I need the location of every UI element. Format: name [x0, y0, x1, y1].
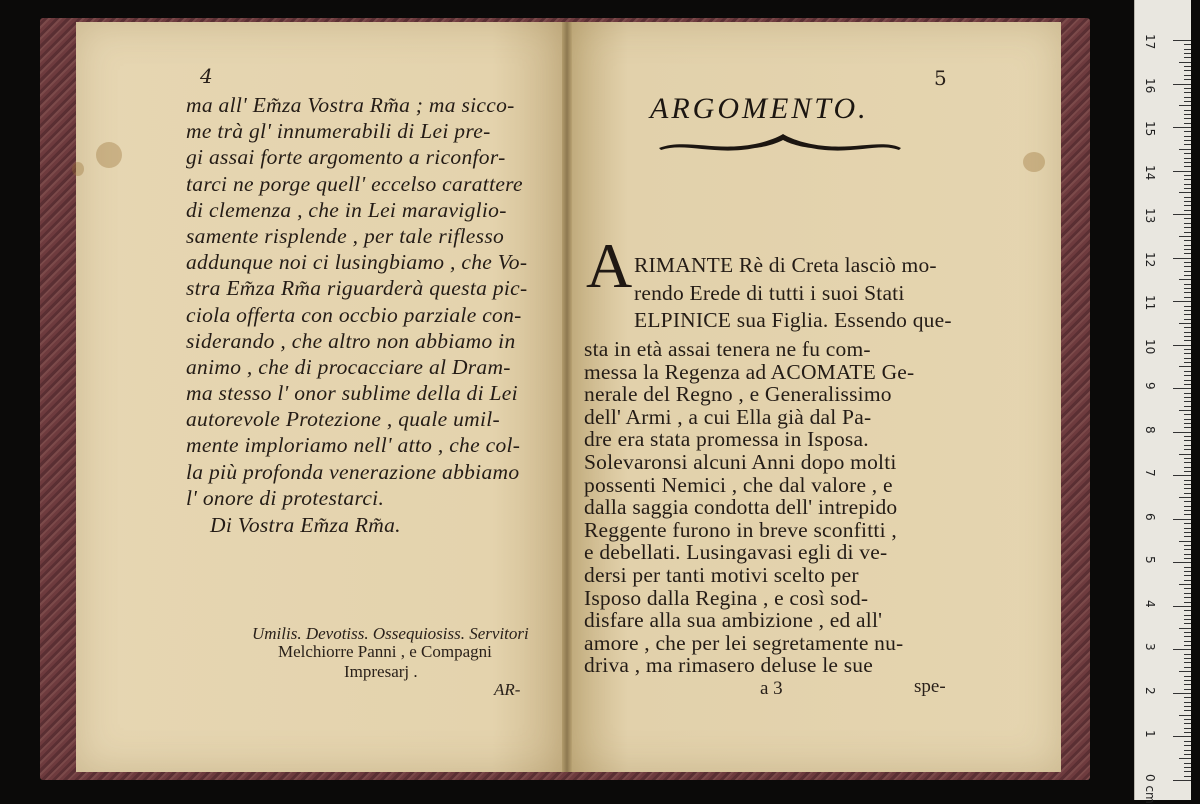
- ruler-tick: [1184, 445, 1191, 446]
- argomento-title: ARGOMENTO.: [650, 92, 869, 125]
- ruler-tick: [1184, 380, 1191, 381]
- ruler-tick: [1184, 419, 1191, 420]
- ruler-number: 1: [1143, 730, 1157, 739]
- ruler-tick: [1184, 763, 1191, 764]
- signature-line-1: Umilis. Devotiss. Ossequiosiss. Servitori: [252, 624, 529, 643]
- ruler-tick: [1184, 57, 1191, 58]
- ruler-tick: [1184, 292, 1191, 293]
- ruler-number: 0 cm: [1143, 774, 1157, 804]
- ruler-tick: [1184, 484, 1191, 485]
- right-page-number: 5: [934, 66, 947, 90]
- ruler-tick: [1184, 680, 1191, 681]
- ruler-tick: [1173, 432, 1191, 433]
- ruler-tick: [1184, 575, 1191, 576]
- ruler-tick: [1173, 345, 1191, 346]
- ruler-tick: [1173, 127, 1191, 128]
- ruler-tick: [1184, 506, 1191, 507]
- ruler-tick: [1184, 118, 1191, 119]
- ruler-tick: [1179, 584, 1191, 585]
- ruler-tick: [1184, 427, 1191, 428]
- ruler-tick: [1184, 288, 1191, 289]
- ruler-tick: [1184, 732, 1191, 733]
- ruler-number: 16: [1143, 77, 1157, 93]
- ruler-tick: [1184, 610, 1191, 611]
- ruler-tick: [1184, 597, 1191, 598]
- ruler-tick: [1184, 615, 1191, 616]
- ruler-tick: [1173, 301, 1191, 302]
- text-line: ELPINICE sua Figlia. Essendo que-: [634, 308, 952, 333]
- text-line: ciola offerta con occbio parziale con-: [186, 302, 522, 327]
- ruler-tick: [1184, 667, 1191, 668]
- left-page-body: [186, 92, 527, 511]
- right-first-lines: [634, 252, 952, 335]
- text-line: amore , che per lei segretamente nu-: [584, 630, 904, 655]
- left-catchword: AR-: [494, 680, 521, 699]
- text-line: tarci ne porge quell' eccelso carattere: [186, 171, 523, 196]
- ruler-tick: [1184, 528, 1191, 529]
- ruler-tick: [1173, 562, 1191, 563]
- ruler-tick: [1179, 454, 1191, 455]
- ruler-tick: [1184, 710, 1191, 711]
- left-page-number: 4: [200, 64, 213, 88]
- ruler-tick: [1184, 375, 1191, 376]
- ruler-tick: [1184, 232, 1191, 233]
- ruler-tick: [1184, 632, 1191, 633]
- ruler-tick: [1184, 162, 1191, 163]
- ruler-tick: [1184, 493, 1191, 494]
- ruler-tick: [1184, 423, 1191, 424]
- ruler-tick: [1184, 44, 1191, 45]
- ruler-tick: [1179, 149, 1191, 150]
- ruler-number: 12: [1143, 251, 1157, 267]
- ruler-tick: [1184, 66, 1191, 67]
- ruler-tick: [1179, 758, 1191, 759]
- ruler-tick: [1184, 114, 1191, 115]
- ruler-tick: [1184, 110, 1191, 111]
- ruler-tick: [1179, 236, 1191, 237]
- text-line: la più profonda venerazione abbiamo: [186, 459, 520, 484]
- ruler-tick: [1184, 702, 1191, 703]
- ruler-tick: [1184, 593, 1191, 594]
- ruler-tick: [1184, 144, 1191, 145]
- ruler-tick: [1184, 501, 1191, 502]
- ruler-tick: [1173, 214, 1191, 215]
- ruler-tick: [1184, 384, 1191, 385]
- ruler-tick: [1184, 227, 1191, 228]
- ruler-tick: [1173, 736, 1191, 737]
- ruler-tick: [1184, 266, 1191, 267]
- ruler-tick: [1184, 131, 1191, 132]
- text-line: ma stesso l' onor sublime della di Lei: [186, 381, 518, 406]
- ruler-tick: [1184, 210, 1191, 211]
- ruler-tick: [1184, 689, 1191, 690]
- ruler-tick: [1184, 436, 1191, 437]
- ruler-tick: [1184, 358, 1191, 359]
- ruler-tick: [1184, 101, 1191, 102]
- ruler-tick: [1173, 475, 1191, 476]
- ruler-tick: [1184, 336, 1191, 337]
- ruler-tick: [1173, 649, 1191, 650]
- text-line: animo , che di procacciare al Dram-: [186, 354, 511, 379]
- ruler-tick: [1184, 306, 1191, 307]
- ruler-tick: [1184, 684, 1191, 685]
- ruler-tick: [1184, 771, 1191, 772]
- ruler-tick: [1184, 271, 1191, 272]
- ruler-tick: [1184, 240, 1191, 241]
- ruler-tick: [1184, 253, 1191, 254]
- ruler-tick: [1184, 70, 1191, 71]
- ruler-number: 5: [1143, 556, 1157, 564]
- ruler-tick: [1184, 558, 1191, 559]
- ruler-number: 14: [1143, 164, 1157, 180]
- text-line: dell' Armi , a cui Ella già dal Pa-: [584, 404, 872, 429]
- text-line: dre era stata promessa in Isposa.: [584, 427, 869, 452]
- ruler-tick: [1184, 153, 1191, 154]
- left-closing: Di Vostra Em̃za Rm̃a.: [210, 513, 401, 537]
- ruler-tick: [1179, 279, 1191, 280]
- ruler-tick: [1184, 662, 1191, 663]
- ruler-tick: [1184, 480, 1191, 481]
- ruler-tick: [1184, 349, 1191, 350]
- ruler-tick: [1179, 366, 1191, 367]
- ruler-tick: [1184, 223, 1191, 224]
- ruler-tick: [1184, 158, 1191, 159]
- text-line: driva , ma rimasero deluse le sue: [584, 653, 873, 678]
- ruler-tick: [1173, 693, 1191, 694]
- signature-mark: a 3: [760, 678, 783, 699]
- text-line: dalla saggia condotta dell' intrepido: [584, 495, 898, 520]
- ruler-tick: [1184, 123, 1191, 124]
- ruler-tick: [1184, 53, 1191, 54]
- ruler-tick: [1184, 79, 1191, 80]
- ruler-number: 9: [1143, 382, 1157, 390]
- ruler-tick: [1184, 588, 1191, 589]
- ruler-number: 6: [1143, 512, 1157, 521]
- ruler-tick: [1184, 314, 1191, 315]
- ruler-number: 7: [1143, 469, 1157, 477]
- ruler-tick: [1184, 623, 1191, 624]
- ruler-tick: [1179, 62, 1191, 63]
- ruler-tick: [1179, 497, 1191, 498]
- ruler-tick: [1179, 410, 1191, 411]
- ruler-number: 10: [1143, 338, 1157, 354]
- ruler-tick: [1184, 462, 1191, 463]
- right-page-body: [584, 336, 915, 678]
- ruler-tick: [1184, 510, 1191, 511]
- ruler-tick: [1184, 554, 1191, 555]
- ruler-tick: [1184, 275, 1191, 276]
- ruler-number: 4: [1143, 599, 1157, 608]
- ruler-tick: [1179, 323, 1191, 324]
- ruler-tick: [1184, 514, 1191, 515]
- ruler-tick: [1184, 776, 1191, 777]
- ruler-tick: [1184, 471, 1191, 472]
- book-gutter: [562, 22, 572, 772]
- text-line: RIMANTE Rè di Creta lasciò mo-: [634, 253, 937, 277]
- text-line: nerale del Regno , e Generalissimo: [584, 382, 892, 407]
- text-line: siderando , che altro non abbiamo in: [186, 328, 516, 353]
- ruler-number: 8: [1143, 425, 1157, 434]
- ruler-number: 2: [1143, 686, 1157, 695]
- ruler-tick: [1184, 467, 1191, 468]
- ruler-number: 3: [1143, 643, 1157, 652]
- text-line: addunque noi ci lusingbiamo , che Vo-: [186, 250, 528, 275]
- right-catchword: spe-: [914, 676, 946, 697]
- drop-cap: A: [586, 230, 633, 301]
- ruler-tick: [1184, 75, 1191, 76]
- ruler-tick: [1184, 536, 1191, 537]
- ruler-tick: [1179, 628, 1191, 629]
- ruler-tick: [1179, 671, 1191, 672]
- ruler-tick: [1184, 654, 1191, 655]
- ruler-tick: [1184, 723, 1191, 724]
- text-line: me trà gl' innumerabili di Lei pre-: [186, 119, 491, 144]
- ruler-tick: [1184, 406, 1191, 407]
- text-line: rendo Erede di tutti i suoi Stati: [634, 280, 905, 305]
- ruler-tick: [1184, 218, 1191, 219]
- ruler-tick: [1184, 205, 1191, 206]
- ruler-tick: [1179, 192, 1191, 193]
- ruler-tick: [1184, 658, 1191, 659]
- ruler-tick: [1184, 175, 1191, 176]
- ruler-tick: [1184, 567, 1191, 568]
- ruler-tick: [1184, 245, 1191, 246]
- ruler-tick: [1184, 249, 1191, 250]
- ruler-tick: [1184, 523, 1191, 524]
- text-line: ma all' Em̃za Vostra Rm̃a ; ma sicco-: [186, 93, 515, 117]
- ruler-tick: [1184, 201, 1191, 202]
- text-line: possenti Nemici , che dal valore , e: [584, 472, 893, 497]
- ruler-tick: [1184, 353, 1191, 354]
- ruler-tick: [1184, 745, 1191, 746]
- ruler-tick: [1173, 84, 1191, 85]
- ruler-tick: [1184, 332, 1191, 333]
- ruler-tick: [1184, 136, 1191, 137]
- ruler-tick: [1184, 619, 1191, 620]
- ruler-tick: [1184, 741, 1191, 742]
- ruler-tick: [1173, 780, 1191, 781]
- ruler-tick: [1184, 545, 1191, 546]
- ruler-tick: [1184, 754, 1191, 755]
- ruler-tick: [1184, 458, 1191, 459]
- text-line: Isposo dalla Regina , e così sod-: [584, 585, 869, 610]
- ruler-tick: [1184, 327, 1191, 328]
- text-line: di clemenza , che in Lei maraviglio-: [186, 197, 507, 222]
- text-line: sta in età assai tenera ne fu com-: [584, 337, 871, 361]
- ruler-tick: [1173, 258, 1191, 259]
- ruler-tick: [1184, 371, 1191, 372]
- ruler-tick: [1184, 197, 1191, 198]
- ruler-tick: [1184, 310, 1191, 311]
- ruler-tick: [1184, 719, 1191, 720]
- ruler-tick: [1184, 184, 1191, 185]
- ruler-number: 11: [1143, 295, 1157, 311]
- ruler-tick: [1184, 728, 1191, 729]
- flourish-ornament: [655, 132, 905, 156]
- signature-line-2: Melchiorre Panni , e Compagni: [278, 642, 492, 661]
- ruler-tick: [1184, 92, 1191, 93]
- text-line: gi assai forte argomento a riconfor-: [186, 145, 506, 170]
- ruler-tick: [1184, 602, 1191, 603]
- text-line: stra Em̃za Rm̃a riguarderà questa pic-: [186, 276, 528, 301]
- ruler-tick: [1184, 641, 1191, 642]
- ruler-tick: [1184, 88, 1191, 89]
- ruler-tick: [1184, 188, 1191, 189]
- text-line: dersi per tanti motivi scelto per: [584, 562, 859, 587]
- ruler-tick: [1184, 401, 1191, 402]
- ruler-tick: [1184, 488, 1191, 489]
- measuring-ruler: [1134, 0, 1191, 804]
- ruler-tick: [1184, 697, 1191, 698]
- ruler-tick: [1184, 549, 1191, 550]
- signature-block: [252, 624, 529, 644]
- ruler-tick: [1184, 645, 1191, 646]
- ruler-number: 15: [1143, 121, 1157, 137]
- text-line: l' onore di protestarci.: [186, 485, 385, 510]
- ruler-tick: [1184, 580, 1191, 581]
- ruler-tick: [1184, 284, 1191, 285]
- ruler-tick: [1184, 532, 1191, 533]
- signature-line-3: Impresarj .: [344, 662, 418, 681]
- ruler-tick: [1179, 541, 1191, 542]
- ruler-tick: [1179, 715, 1191, 716]
- ruler-tick: [1173, 388, 1191, 389]
- ruler-tick: [1184, 319, 1191, 320]
- ruler-tick: [1184, 362, 1191, 363]
- ruler-number: 13: [1143, 208, 1157, 224]
- ruler-tick: [1173, 519, 1191, 520]
- ruler-tick: [1173, 171, 1191, 172]
- ruler-tick: [1184, 636, 1191, 637]
- ruler-tick: [1184, 393, 1191, 394]
- ruler-tick: [1184, 179, 1191, 180]
- text-line: messa la Regenza ad ACOMATE Ge-: [584, 359, 915, 384]
- text-line: e debellati. Lusingavasi egli di ve-: [584, 540, 888, 565]
- text-line: autorevole Protezione , quale umil-: [186, 407, 501, 432]
- ruler-tick: [1184, 140, 1191, 141]
- text-line: mente imploriamo nell' atto , che col-: [186, 433, 521, 458]
- ruler-tick: [1184, 262, 1191, 263]
- ruler-tick: [1179, 105, 1191, 106]
- ruler-tick: [1184, 297, 1191, 298]
- ruler-tick: [1184, 767, 1191, 768]
- ruler-tick: [1184, 49, 1191, 50]
- ruler-tick: [1184, 97, 1191, 98]
- ruler-tick: [1173, 606, 1191, 607]
- ruler-tick: [1184, 676, 1191, 677]
- ruler-tick: [1184, 571, 1191, 572]
- ruler-tick: [1184, 414, 1191, 415]
- text-line: Reggente furono in breve sconfitti ,: [584, 517, 897, 542]
- ruler-tick: [1184, 397, 1191, 398]
- text-line: samente risplende , per tale riflesso: [186, 223, 505, 248]
- ruler-number: 17: [1143, 34, 1157, 50]
- text-line: Solevaronsi alcuni Anni dopo molti: [584, 449, 897, 474]
- text-line: disfare alla sua ambizione , ed all': [584, 608, 883, 633]
- ruler-tick: [1184, 750, 1191, 751]
- ruler-tick: [1184, 440, 1191, 441]
- ruler-tick: [1184, 449, 1191, 450]
- ruler-tick: [1184, 706, 1191, 707]
- ruler-tick: [1173, 40, 1191, 41]
- ruler-tick: [1184, 340, 1191, 341]
- ruler-tick: [1184, 166, 1191, 167]
